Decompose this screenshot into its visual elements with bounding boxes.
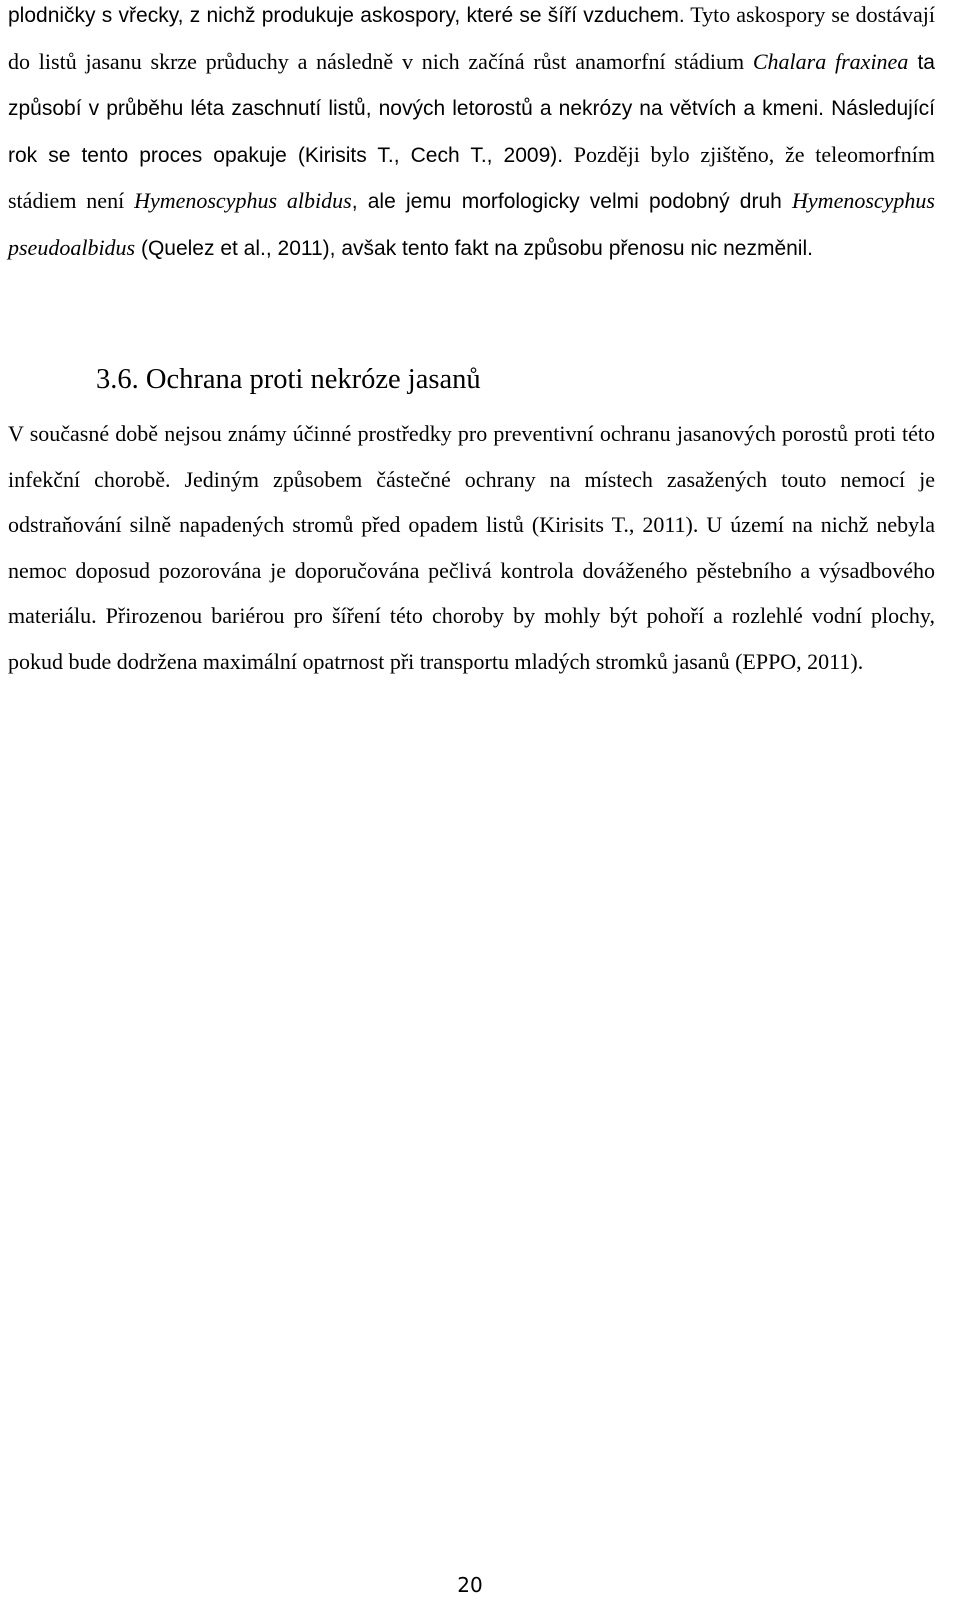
text-run: Tyto askospory se dostávají do listů jasanu skrze průduchy a následně v nich začíná růst anamorfní stádium	[8, 2, 935, 74]
species-name: Chalara fraxinea	[752, 48, 909, 74]
species-name: Hymenoscyphus pseudoalbidus	[8, 188, 935, 260]
species-name: Hymenoscyphus albidus	[134, 188, 352, 213]
text-run: , ale jemu morfologicky velmi podobný druh	[351, 190, 793, 213]
document-page	[8, 0, 935, 674]
text-run: , 2011), avšak tento fakt na způsobu přenosu nic nezměnil.	[265, 236, 813, 260]
page-number: 20	[457, 1573, 483, 1597]
text-run: Později bylo zjištěno, že teleomorfním stádiem není	[8, 141, 935, 213]
text-run: (Quelez et al.	[135, 236, 266, 260]
body-paragraph: V současné době nejsou známy účinné prostředky pro preventivní ochranu jasanových porostů proti této infekční chorobě. Jediným způsobem částečné ochrany na místech zasažených touto nemocí je odstraňování silně napadených stromů před opadem listů (Kirisits T., 2011). U území na nichž nebyla nemoc doposud pozorována je doporučována pečlivá kontrola dováženého pěstebního a výsadbového materiálu. Přirozenou bariérou pro šíření této choroby by mohly být pohoří a rozlehlé vodní plochy, pokud bude dodržena maximální opatrnost při transportu mladých stromků jasanů (EPPO, 2011).	[8, 421, 935, 674]
body-paragraph-continued	[8, 0, 935, 271]
text-run: plodničky s vřecky, z nichž produkuje askospory, které se šíří vzduchem.	[8, 4, 685, 27]
text-run: ta způsobí v průběhu léta zaschnutí listů, nových letorostů a nekrózy na větvích a kmeni. Následující rok se tento proces opakuje (Kirisits T., Cech T., 2009).	[8, 50, 935, 167]
section-heading: 3.6. Ochrana proti nekróze jasanů	[96, 364, 481, 395]
